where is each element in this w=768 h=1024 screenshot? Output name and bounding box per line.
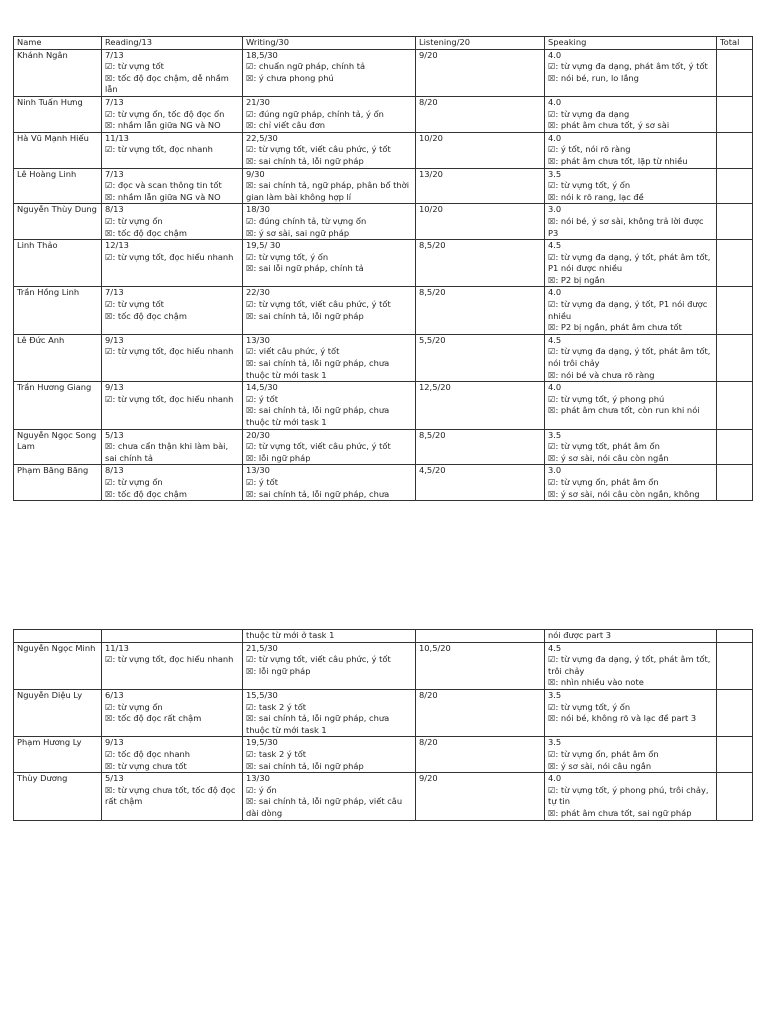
name-text: Khánh Ngân bbox=[17, 49, 68, 60]
total-cell bbox=[717, 96, 753, 132]
name-text: Nguyễn Ngọc Minh bbox=[17, 642, 96, 653]
speaking-cell bbox=[545, 382, 717, 429]
total-cell bbox=[717, 689, 753, 736]
name-text: Nguyễn Diệu Ly bbox=[17, 689, 83, 700]
listening-cell bbox=[416, 132, 545, 168]
student-row bbox=[14, 240, 753, 287]
writing-text: 21,5/30 bbox=[246, 642, 278, 653]
speaking-text: ☑: từ vựng đa dạng, ý tốt, phát âm tốt, nói trôi chảy bbox=[548, 346, 711, 369]
total-cell bbox=[717, 334, 753, 381]
reading-text: 9/13 bbox=[105, 334, 124, 345]
reading-text: ☑: tốc độ đọc nhanh bbox=[105, 748, 191, 759]
reading-text: ☑: từ vựng ổn bbox=[105, 215, 163, 226]
listening-cell bbox=[416, 737, 545, 773]
listening-cell bbox=[416, 49, 545, 96]
writing-text: 21/30 bbox=[246, 96, 270, 107]
reading-text: ☑: từ vựng tốt, đọc nhanh bbox=[105, 144, 213, 155]
name-cell bbox=[14, 689, 102, 736]
reading-cell bbox=[102, 382, 243, 429]
writing-cell bbox=[243, 642, 416, 689]
speaking-text: ☒: nhìn nhiều vào note bbox=[548, 677, 644, 688]
reading-text: 11/13 bbox=[105, 642, 129, 653]
name-cell bbox=[14, 429, 102, 465]
writing-text: ☑: ý tốt bbox=[246, 393, 279, 404]
writing-text: ☑: từ vựng tốt, viết câu phức, ý tốt bbox=[246, 144, 391, 155]
reading-text: ☑: từ vựng tốt, đọc hiểu nhanh bbox=[105, 654, 234, 665]
writing-cell bbox=[243, 773, 416, 820]
listening-text: 9/20 bbox=[419, 49, 438, 60]
speaking-cell bbox=[545, 642, 717, 689]
speaking-text: ☒: phát âm chưa tốt, còn run khi nói bbox=[548, 405, 700, 416]
total-cell bbox=[717, 382, 753, 429]
reading-text: 6/13 bbox=[105, 689, 124, 700]
speaking-text: 4.5 bbox=[548, 334, 562, 345]
speaking-text: ☑: từ vựng đa dạng, ý tốt, P1 nói được nhiều bbox=[548, 299, 708, 321]
speaking-text: ☒: ý sơ sài, nói câu còn ngắn, không bbox=[548, 488, 700, 499]
name-cell bbox=[14, 287, 102, 334]
student-row bbox=[14, 287, 753, 334]
name-cell bbox=[14, 49, 102, 96]
writing-text: ☑: task 2 ý tốt bbox=[246, 748, 307, 759]
speaking-cell bbox=[545, 287, 717, 334]
speaking-text: 3.5 bbox=[548, 737, 562, 748]
listening-text: 10,5/20 bbox=[419, 642, 451, 653]
writing-text: 19,5/30 bbox=[246, 737, 278, 748]
speaking-text: 4.0 bbox=[548, 773, 562, 784]
student-row bbox=[14, 49, 753, 96]
header-total: Total bbox=[717, 37, 753, 50]
header-row bbox=[14, 37, 753, 50]
writing-text: ☒: sai chính tả, lỗi ngữ pháp bbox=[246, 310, 364, 321]
name-cell bbox=[14, 773, 102, 820]
reading-text: ☒: nhầm lẫn giữa NG và NO bbox=[105, 191, 221, 202]
student-row bbox=[14, 773, 753, 820]
writing-text: 13/30 bbox=[246, 773, 270, 784]
writing-text: ☒: sai chính tả, lỗi ngữ pháp, viết câu dài dòng bbox=[246, 796, 403, 818]
speaking-text: ☑: từ vựng đa dạng, ý tốt, phát âm tốt, trôi chảy bbox=[548, 654, 711, 676]
speaking-cell bbox=[545, 334, 717, 381]
speaking-cell bbox=[545, 737, 717, 773]
listening-cell bbox=[416, 429, 545, 465]
writing-cell bbox=[243, 689, 416, 736]
name-cell bbox=[14, 737, 102, 773]
writing-text: 18/30 bbox=[246, 204, 270, 215]
speaking-text: ☒: P2 bị ngắn bbox=[548, 274, 605, 285]
student-row bbox=[14, 132, 753, 168]
reading-text: 5/13 bbox=[105, 429, 124, 440]
listening-cell bbox=[416, 642, 545, 689]
listening-text: 10/20 bbox=[419, 204, 443, 215]
reading-text: 11/13 bbox=[105, 132, 129, 143]
reading-cell bbox=[102, 642, 243, 689]
speaking-cell bbox=[545, 689, 717, 736]
total-cell bbox=[717, 630, 753, 643]
reading-cell bbox=[102, 465, 243, 501]
header-reading: Reading/13 bbox=[102, 37, 243, 50]
reading-text: ☑: từ vựng ổn bbox=[105, 701, 163, 712]
name-text: Hà Vũ Mạnh Hiếu bbox=[17, 132, 89, 143]
speaking-text: 4.5 bbox=[548, 642, 562, 653]
name-text: Trần Hồng Linh bbox=[17, 287, 80, 298]
reading-text: 7/13 bbox=[105, 49, 124, 60]
writing-text: ☒: chỉ viết câu đơn bbox=[246, 120, 325, 131]
reading-text: 8/13 bbox=[105, 204, 124, 215]
header-name: Name bbox=[14, 37, 102, 50]
reading-text: ☑: từ vựng tốt, đọc hiểu nhanh bbox=[105, 393, 234, 404]
name-cell bbox=[14, 204, 102, 240]
writing-text: 9/30 bbox=[246, 168, 265, 179]
speaking-text: ☑: từ vựng ổn, phát âm ổn bbox=[548, 476, 659, 487]
writing-text: ☑: viết câu phức, ý tốt bbox=[246, 346, 340, 357]
speaking-cell bbox=[545, 168, 717, 204]
writing-text: ☒: lỗi ngữ pháp bbox=[246, 452, 311, 463]
name-cell bbox=[14, 630, 102, 643]
reading-cell bbox=[102, 287, 243, 334]
listening-text: 10/20 bbox=[419, 132, 443, 143]
writing-text: 20/30 bbox=[246, 429, 270, 440]
writing-cell bbox=[243, 287, 416, 334]
reading-text: 7/13 bbox=[105, 96, 124, 107]
writing-cell bbox=[243, 49, 416, 96]
name-cell bbox=[14, 132, 102, 168]
speaking-text: ☑: từ vựng tốt, ý ổn bbox=[548, 180, 631, 191]
name-cell bbox=[14, 642, 102, 689]
speaking-text: ☑: ý tốt, nói rõ ràng bbox=[548, 144, 631, 155]
writing-text: ☒: lỗi ngữ pháp bbox=[246, 665, 311, 676]
total-cell bbox=[717, 204, 753, 240]
student-row bbox=[14, 630, 753, 643]
writing-text: 13/30 bbox=[246, 465, 270, 476]
speaking-cell bbox=[545, 429, 717, 465]
listening-cell bbox=[416, 334, 545, 381]
writing-cell bbox=[243, 204, 416, 240]
listening-cell bbox=[416, 240, 545, 287]
speaking-text: ☒: nói bé và chưa rõ ràng bbox=[548, 369, 655, 380]
speaking-text: 3.5 bbox=[548, 689, 562, 700]
writing-text: ☑: ý tốt bbox=[246, 476, 279, 487]
speaking-cell bbox=[545, 465, 717, 501]
writing-text: ☒: sai chính tả, lỗi ngữ pháp, chưa bbox=[246, 488, 390, 499]
speaking-text: ☒: nói bé, không rõ và lạc đề part 3 bbox=[548, 713, 697, 724]
name-text: Thùy Dương bbox=[17, 773, 68, 784]
writing-text: 14,5/30 bbox=[246, 382, 278, 393]
writing-cell bbox=[243, 465, 416, 501]
total-cell bbox=[717, 168, 753, 204]
reading-cell bbox=[102, 737, 243, 773]
student-row bbox=[14, 334, 753, 381]
speaking-text: ☒: nói bé, run, lo lắng bbox=[548, 72, 639, 83]
listening-cell bbox=[416, 689, 545, 736]
writing-text: ☒: sai chính tả, ngữ pháp, phân bổ thời gian làm bài không hợp lí bbox=[246, 180, 410, 202]
listening-text: 8,5/20 bbox=[419, 240, 446, 251]
total-cell bbox=[717, 287, 753, 334]
listening-text: 12,5/20 bbox=[419, 382, 451, 393]
reading-text: 12/13 bbox=[105, 240, 129, 251]
name-text: Lê Hoàng Linh bbox=[17, 168, 77, 179]
name-text: Trần Hương Giang bbox=[17, 382, 92, 393]
speaking-text: ☑: từ vựng ổn, phát âm ổn bbox=[548, 748, 659, 759]
listening-text: 8/20 bbox=[419, 96, 438, 107]
speaking-text: ☒: nói bé, ý sơ sài, không trả lời được P3 bbox=[548, 215, 704, 238]
listening-text: 8/20 bbox=[419, 689, 438, 700]
header-writing: Writing/30 bbox=[243, 37, 416, 50]
speaking-text: ☑: từ vựng đa dạng, phát âm tốt, ý tốt bbox=[548, 61, 708, 72]
writing-cell bbox=[243, 132, 416, 168]
speaking-text: nói được part 3 bbox=[548, 630, 612, 640]
writing-cell bbox=[243, 630, 416, 643]
writing-cell bbox=[243, 737, 416, 773]
listening-text: 8,5/20 bbox=[419, 287, 446, 298]
total-cell bbox=[717, 132, 753, 168]
listening-cell bbox=[416, 287, 545, 334]
reading-text: ☒: tốc độ đọc chậm, dễ nhầm lẫn bbox=[105, 72, 229, 95]
student-row bbox=[14, 168, 753, 204]
writing-cell bbox=[243, 382, 416, 429]
scores-table-part-2 bbox=[13, 629, 753, 821]
reading-cell bbox=[102, 773, 243, 820]
writing-text: ☑: đúng ngữ pháp, chính tả, ý ổn bbox=[246, 108, 384, 119]
reading-text: ☑: từ vựng ổn, tốc độ đọc ổn bbox=[105, 108, 225, 119]
speaking-text: 3.0 bbox=[548, 465, 562, 476]
reading-cell bbox=[102, 96, 243, 132]
writing-text: 22,5/30 bbox=[246, 132, 278, 143]
student-row bbox=[14, 96, 753, 132]
scores-table-body-1 bbox=[14, 37, 753, 501]
name-text: Phạm Băng Băng bbox=[17, 465, 89, 476]
speaking-text: 4.0 bbox=[548, 96, 562, 107]
total-cell bbox=[717, 773, 753, 820]
writing-text: ☑: từ vựng tốt, ý ổn bbox=[246, 251, 329, 262]
listening-cell bbox=[416, 773, 545, 820]
student-row bbox=[14, 689, 753, 736]
reading-cell bbox=[102, 334, 243, 381]
speaking-text: 4.5 bbox=[548, 240, 562, 251]
speaking-cell bbox=[545, 132, 717, 168]
speaking-text: 3.5 bbox=[548, 429, 562, 440]
reading-text: ☒: nhầm lẫn giữa NG và NO bbox=[105, 120, 221, 131]
student-row bbox=[14, 429, 753, 465]
student-row bbox=[14, 737, 753, 773]
writing-text: ☒: sai chính tả, lỗi ngữ pháp, chưa thuộc từ mới task 1 bbox=[246, 713, 390, 735]
writing-text: ☑: từ vựng tốt, viết câu phức, ý tốt bbox=[246, 299, 391, 310]
writing-cell bbox=[243, 96, 416, 132]
speaking-text: ☑: từ vựng tốt, ý phong phú, trôi chảy, tự tin bbox=[548, 784, 709, 807]
speaking-text: 4.0 bbox=[548, 49, 562, 60]
reading-text: ☒: chưa cẩn thận khi làm bài, sai chính tả bbox=[105, 441, 229, 463]
total-cell bbox=[717, 642, 753, 689]
writing-text: ☑: chuẩn ngữ pháp, chính tả bbox=[246, 61, 366, 72]
speaking-text: ☑: từ vựng tốt, phát âm ổn bbox=[548, 441, 660, 452]
writing-cell bbox=[243, 429, 416, 465]
reading-cell bbox=[102, 49, 243, 96]
reading-cell bbox=[102, 630, 243, 643]
listening-text: 8/20 bbox=[419, 737, 438, 748]
speaking-text: ☒: phát âm chưa tốt, lặp từ nhiều bbox=[548, 155, 688, 166]
total-cell bbox=[717, 240, 753, 287]
speaking-text: ☑: từ vựng đa dạng, ý tốt, phát âm tốt, P1 nói được nhiều bbox=[548, 251, 711, 274]
reading-cell bbox=[102, 204, 243, 240]
speaking-cell bbox=[545, 630, 717, 643]
scores-table-part-1 bbox=[13, 36, 753, 501]
writing-text: 15,5/30 bbox=[246, 689, 278, 700]
writing-cell bbox=[243, 168, 416, 204]
name-text: Lê Đức Anh bbox=[17, 334, 65, 345]
header-listening: Listening/20 bbox=[416, 37, 545, 50]
listening-cell bbox=[416, 382, 545, 429]
writing-text: ☑: từ vựng tốt, viết câu phức, ý tốt bbox=[246, 654, 391, 665]
name-cell bbox=[14, 465, 102, 501]
reading-text: 7/13 bbox=[105, 287, 124, 298]
speaking-cell bbox=[545, 204, 717, 240]
listening-text: 13/20 bbox=[419, 168, 443, 179]
speaking-text: ☒: P2 bị ngắn, phát âm chưa tốt bbox=[548, 322, 682, 333]
name-text: Ninh Tuấn Hưng bbox=[17, 96, 83, 107]
name-cell bbox=[14, 382, 102, 429]
name-cell bbox=[14, 334, 102, 381]
reading-cell bbox=[102, 240, 243, 287]
writing-text: ☒: sai chính tả, lỗi ngữ pháp, chưa thuộc từ mới task 1 bbox=[246, 405, 390, 427]
reading-cell bbox=[102, 168, 243, 204]
reading-text: ☑: từ vựng tốt bbox=[105, 299, 164, 310]
reading-cell bbox=[102, 132, 243, 168]
total-cell bbox=[717, 49, 753, 96]
reading-text: ☒: tốc độ đọc rất chậm bbox=[105, 713, 202, 724]
total-cell bbox=[717, 429, 753, 465]
reading-text: 7/13 bbox=[105, 168, 124, 179]
speaking-text: ☑: từ vựng đa dạng bbox=[548, 108, 630, 119]
reading-text: ☑: từ vựng tốt bbox=[105, 61, 164, 72]
listening-cell bbox=[416, 465, 545, 501]
speaking-cell bbox=[545, 96, 717, 132]
student-row bbox=[14, 642, 753, 689]
writing-cell bbox=[243, 334, 416, 381]
reading-text: 5/13 bbox=[105, 773, 124, 784]
reading-text: 9/13 bbox=[105, 382, 124, 393]
reading-cell bbox=[102, 689, 243, 736]
name-text: Nguyễn Thùy Dung bbox=[17, 204, 97, 215]
listening-text: 8,5/20 bbox=[419, 429, 446, 440]
speaking-text: ☑: từ vựng tốt, ý phong phú bbox=[548, 393, 665, 404]
name-cell bbox=[14, 240, 102, 287]
writing-text: 13/30 bbox=[246, 334, 270, 345]
student-row bbox=[14, 382, 753, 429]
header-speaking: Speaking bbox=[545, 37, 717, 50]
writing-text: ☒: sai chính tả, lỗi ngữ pháp bbox=[246, 760, 364, 771]
speaking-text: ☒: phát âm chưa tốt, ý sơ sài bbox=[548, 120, 670, 131]
reading-text: ☑: từ vựng tốt, đọc hiểu nhanh bbox=[105, 251, 234, 262]
reading-text: ☒: tốc độ đọc chậm bbox=[105, 310, 187, 321]
writing-text: ☑: từ vựng tốt, viết câu phức, ý tốt bbox=[246, 441, 391, 452]
reading-cell bbox=[102, 429, 243, 465]
writing-text: ☑: ý ổn bbox=[246, 784, 277, 795]
reading-text: ☒: từ vựng chưa tốt bbox=[105, 760, 187, 771]
speaking-text: ☑: từ vựng tốt, ý ổn bbox=[548, 701, 631, 712]
writing-text: 22/30 bbox=[246, 287, 270, 298]
reading-text: ☑: từ vựng tốt, đọc hiểu nhanh bbox=[105, 346, 234, 357]
writing-text: ☒: sai lỗi ngữ pháp, chính tả bbox=[246, 263, 364, 274]
speaking-text: 3.0 bbox=[548, 204, 562, 215]
listening-cell bbox=[416, 168, 545, 204]
reading-text: ☒: từ vựng chưa tốt, tốc độ đọc rất chậm bbox=[105, 784, 236, 807]
name-cell bbox=[14, 168, 102, 204]
speaking-cell bbox=[545, 49, 717, 96]
writing-text: thuộc từ mới ở task 1 bbox=[246, 630, 335, 640]
speaking-text: 4.0 bbox=[548, 287, 562, 298]
name-text: Phạm Hương Ly bbox=[17, 737, 82, 748]
reading-text: ☒: tốc độ đọc chậm bbox=[105, 488, 187, 499]
listening-cell bbox=[416, 630, 545, 643]
speaking-cell bbox=[545, 773, 717, 820]
writing-cell bbox=[243, 240, 416, 287]
writing-text: 19,5/ 30 bbox=[246, 240, 281, 251]
reading-text: ☑: đọc và scan thông tin tốt bbox=[105, 180, 222, 191]
reading-text: ☑: từ vựng ổn bbox=[105, 476, 163, 487]
speaking-text: ☒: nói k rõ rang, lạc đề bbox=[548, 191, 644, 202]
name-text: Linh Thảo bbox=[17, 240, 58, 251]
writing-text: ☑: task 2 ý tốt bbox=[246, 701, 307, 712]
name-text: Nguyễn Ngọc Song Lam bbox=[17, 429, 97, 452]
writing-text: ☒: ý sơ sài, sai ngữ pháp bbox=[246, 227, 350, 238]
scores-table-body-2 bbox=[14, 630, 753, 821]
writing-text: 18,5/30 bbox=[246, 49, 278, 60]
writing-text: ☑: đúng chính tả, từ vựng ổn bbox=[246, 215, 367, 226]
writing-text: ☒: ý chưa phong phú bbox=[246, 72, 334, 83]
speaking-text: 4.0 bbox=[548, 382, 562, 393]
speaking-text: ☒: phát âm chưa tốt, sai ngữ pháp bbox=[548, 807, 692, 818]
speaking-text: 4.0 bbox=[548, 132, 562, 143]
writing-text: ☒: sai chính tả, lỗi ngữ pháp bbox=[246, 155, 364, 166]
speaking-text: ☒: ý sơ sài, nói câu còn ngắn bbox=[548, 452, 669, 463]
listening-cell bbox=[416, 204, 545, 240]
listening-text: 5,5/20 bbox=[419, 334, 446, 345]
reading-text: ☒: tốc độ đọc chậm bbox=[105, 227, 187, 238]
writing-text: ☒: sai chính tả, lỗi ngữ pháp, chưa thuộc từ mới task 1 bbox=[246, 358, 390, 380]
listening-text: 9/20 bbox=[419, 773, 438, 784]
student-row bbox=[14, 465, 753, 501]
total-cell bbox=[717, 465, 753, 501]
total-cell bbox=[717, 737, 753, 773]
speaking-text: ☒: ý sơ sài, nói câu ngắn bbox=[548, 760, 652, 771]
reading-text: 8/13 bbox=[105, 465, 124, 476]
speaking-text: 3.5 bbox=[548, 168, 562, 179]
speaking-cell bbox=[545, 240, 717, 287]
listening-text: 4,5/20 bbox=[419, 465, 446, 476]
student-row bbox=[14, 204, 753, 240]
reading-text: 9/13 bbox=[105, 737, 124, 748]
name-cell bbox=[14, 96, 102, 132]
listening-cell bbox=[416, 96, 545, 132]
